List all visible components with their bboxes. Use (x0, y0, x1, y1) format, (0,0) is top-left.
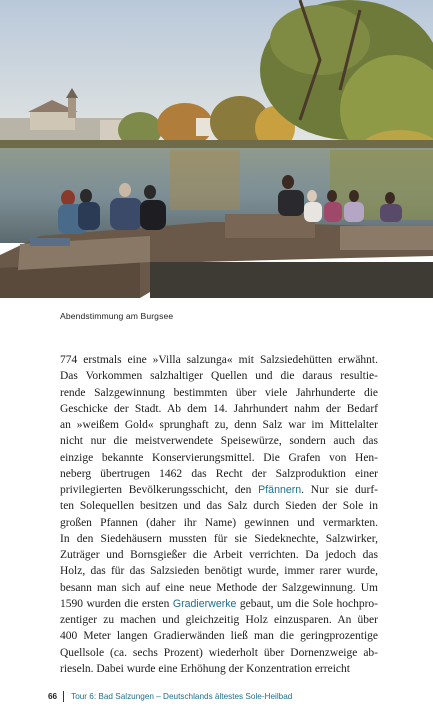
running-title: Tour 6: Bad Salzungen – Deutschlands ältestes Sole-Heilbad (71, 692, 293, 701)
text-run: neberg übertrugen 1462 das Recht der Salzproduktion einer (60, 467, 378, 480)
lake-photo (0, 0, 433, 298)
text-line (60, 645, 378, 661)
text-run: großen Pfannen (daher ihr Name) gewinnen und vermarkten. (60, 516, 378, 529)
page-number: 66 (48, 692, 58, 701)
text-line (60, 661, 378, 677)
text-run: Zuträger und Bornsgießer die Arbeit verrichten. Da jedoch das (60, 549, 378, 561)
text-run: ten Solequellen besitzen und das Salz durch Sieden der Sole in (60, 500, 378, 513)
text-line (60, 531, 378, 547)
text-line (60, 385, 378, 401)
text-line (60, 450, 378, 466)
text-line (60, 352, 378, 368)
text-line (60, 596, 378, 612)
text-run: privilegierten Bevölkerungsschicht, den (60, 484, 259, 496)
text-run: nicht nur die meistverwendete Speisewürze, sondern auch das (60, 435, 378, 448)
text-line (60, 401, 378, 417)
page-footer (48, 691, 292, 702)
text-line (60, 612, 378, 628)
text-run: Geschicke der Stadt. Ab dem 14. Jahrhundert nahm der Bedarf (60, 402, 378, 415)
text-line (60, 433, 378, 449)
text-run: . Nur sie durf- (301, 484, 378, 496)
text-line (60, 547, 378, 563)
text-line (60, 482, 378, 498)
text-line (60, 580, 378, 596)
text-line (60, 515, 378, 531)
text-run: 1590 wurden die ersten (60, 597, 173, 610)
text-run: 774 erstmals eine »Villa salzunga« mit Salzsiedehütten erwähnt. (60, 354, 378, 366)
text-line (60, 466, 378, 482)
text-line (60, 417, 378, 433)
text-line (60, 628, 378, 644)
text-run: besann man sich auf eine neue Methode der Salzgewinnung. Um (60, 581, 378, 594)
text-run: In den Siedehäusern mussten für sie Siedeknechte, Salzwirker, (60, 532, 378, 545)
glossary-term: Pfännern (258, 484, 302, 496)
text-run: gebaut, um die Sole hochpro- (236, 597, 378, 610)
photo-caption: Abendstimmung am Burgsee (60, 311, 174, 321)
footer-divider (63, 691, 64, 702)
text-line (60, 563, 378, 579)
body-text (60, 352, 378, 677)
text-run: rende Salzgewinnung bestimmten über viele Jahrhunderte die (60, 386, 378, 399)
glossary-term: Gradierwerke (172, 597, 237, 610)
text-run: an »weißem Gold« sprunghaft zu, denn Salz war im Mittelalter (60, 419, 378, 431)
text-run: zentiger zu machen und gleichzeitig Holz einzusparen. An über (60, 614, 378, 626)
text-line (60, 498, 378, 514)
text-run: einzige bekannte Konservierungsmittel. Die Grafen von Hen- (60, 451, 378, 464)
text-run: Das Vorkommen salzhaltiger Quellen und die daraus resultie- (60, 370, 378, 383)
text-run: Quellsole (ca. sechs Prozent) wiederholt über Dornenzweige ab- (60, 646, 378, 659)
text-run: 400 Meter langen Gradierwänden ließ man die geringprozentige (60, 630, 378, 643)
lake-photo-illustration (0, 0, 433, 298)
text-run: Holz, das für das Salzsieden benötigt wurde, immer rarer wurde, (60, 565, 378, 578)
text-run: rieseln. Dabei wurde eine Erhöhung der Konzentration erreicht (60, 662, 350, 675)
text-line (60, 368, 378, 384)
